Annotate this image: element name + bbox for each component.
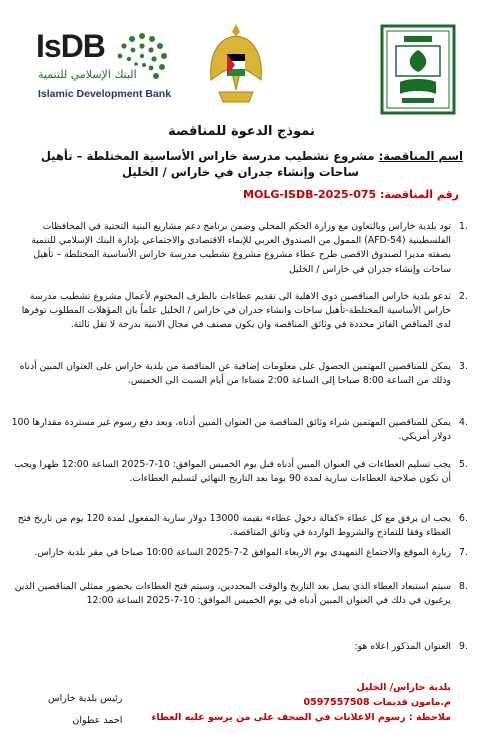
tender-name-line1: مشروع تشطيب مدرسة خاراس الأساسية المختلطة – تأهيل bbox=[40, 149, 375, 163]
tender-name bbox=[18, 148, 463, 180]
item-text: زيارة الموقع والاجتماع التمهيدي يوم الاربعاء الموافق 2-7-2025 الساعة 10:00 صباحا في مقر بلدية خاراس. bbox=[34, 547, 451, 558]
tender-reference: رقم المناقصة: MOLG-ISDB-2025-075 bbox=[243, 188, 459, 201]
item-text: تود بلدية خاراس وبالتعاون مع وزارة الحكم المحلي وضمن برنامج دعم مشاريع البنية التحتية في المحافظات الفلسطينية (AFD-54) الممول من الصندوق العربي للإنماء الاقتصادي والاجتماعي بإدارة البنك الإسلامي للتنمية بصفته مديرا لصندوق الاقصى طرح عطاء مشروع مشروع تشطيب مدرسة خاراس الأساسية المختلطة – تأهيل ساحات وإنشاء جدران في خاراس / الخليل bbox=[31, 221, 451, 275]
tender-name-line2: ساحات وإنشاء جدران في خاراس / الخليل bbox=[122, 165, 359, 179]
address-line2: م.مامون قديمات 0597557508 bbox=[303, 697, 451, 708]
item-text: يمكن للمناقصين المهتمين الحصول على معلومات إضافية عن المناقصة من بلدية خاراس على العنوان المبين أدناه وذلك من الساعة 8:00 صباحا إلى الساعة 2:00 مساءا من أيام السبت الى الخميس. bbox=[19, 361, 451, 387]
signature-block bbox=[48, 688, 122, 732]
item-number: 5. bbox=[459, 459, 468, 470]
address-line1: بلدية خاراس/ الخليل bbox=[356, 682, 451, 693]
isdb-dot-globe-icon bbox=[112, 30, 172, 90]
item-text: سيتم استبعاد العطاء الذي يصل بعد التاريخ والوقت المحددين، وسيتم فتح العطاءات بحضور ممثلي المناقصين الذين يرغبون في ذلك في العنوان المبين أدناه في يوم الخميس الموافق: 10-7-2025 الساعة 12:00 bbox=[14, 581, 451, 607]
isdb-arabic-name: البنك الإسلامي للتنمية bbox=[38, 68, 137, 81]
signature-role: رئيس بلدية خاراس bbox=[48, 693, 123, 704]
isdb-logo-word: IsDB bbox=[36, 28, 105, 64]
item-number: 9. bbox=[459, 641, 468, 652]
item-number: 1. bbox=[459, 221, 468, 232]
address-block bbox=[151, 680, 451, 725]
tender-name-label: اسم المناقصة: bbox=[378, 149, 463, 163]
item-number: 2. bbox=[459, 291, 468, 302]
item-number: 7. bbox=[459, 547, 468, 558]
item-number: 6. bbox=[459, 513, 468, 524]
item-text: يجب ان يرفق مع كل عطاء «كفالة دخول عطاء» بقيمة 13000 دولار سارية المفعول لمدة 120 يوم من تاريخ فتح العطاء وفقا للنماذج والشروط الواردة في وثائق المناقصة. bbox=[17, 513, 451, 539]
isdb-logo bbox=[36, 28, 181, 108]
address-note: ملاحظة : رسوم الاعلانات في الصحف على من يرسو عليه العطاء bbox=[151, 712, 451, 723]
item-text: يمكن للمناقصين المهتمين شراء وثائق المناقصة من العنوان المبين أدناه، وبعد دفع رسوم غير مستردة مقدارها 100 دولار أمريكي. bbox=[11, 417, 451, 443]
item-number: 3. bbox=[459, 361, 468, 372]
item-text: يجب تسليم العطاءات في العنوان المبين أدناه قبل يوم الخميس الموافق: 10-7-2025 الساعة 12:00 ظهرا ويجب أن تكون صلاحية العطاءات سارية لمدة 90 يوما بعد التاريخ النهائي لتسليم العطاءات. bbox=[14, 459, 451, 485]
item-number: 4. bbox=[459, 417, 468, 428]
page-title: نموذج الدعوة للمناقصة bbox=[168, 124, 315, 139]
item-text: العنوان المذكور اعلاه هو: bbox=[354, 641, 451, 652]
isdb-english-name: Islamic Development Bank bbox=[38, 88, 172, 100]
palestine-eagle-emblem-icon bbox=[205, 20, 267, 110]
item-number: 8. bbox=[459, 581, 468, 592]
item-text: تدعو بلدية خاراس المناقصين ذوي الاهلية الى تقديم عطاءات بالظرف المختوم لأعمال مشروع تشطيب مدرسة خاراس الأساسية المختلطة-تأهيل ساحات وانشاء جدران في خاراس / الخليل علماً بان المؤهلات المطلوب توفرها لدى المناقص الفائز محددة في وثائق المناقصة وان يكون مصنف في مجال الابنية بدرجة لا تقل ثالثة. bbox=[21, 291, 451, 331]
municipality-emblem-icon bbox=[378, 22, 458, 117]
signature-name: احمد عطوان bbox=[72, 715, 123, 726]
